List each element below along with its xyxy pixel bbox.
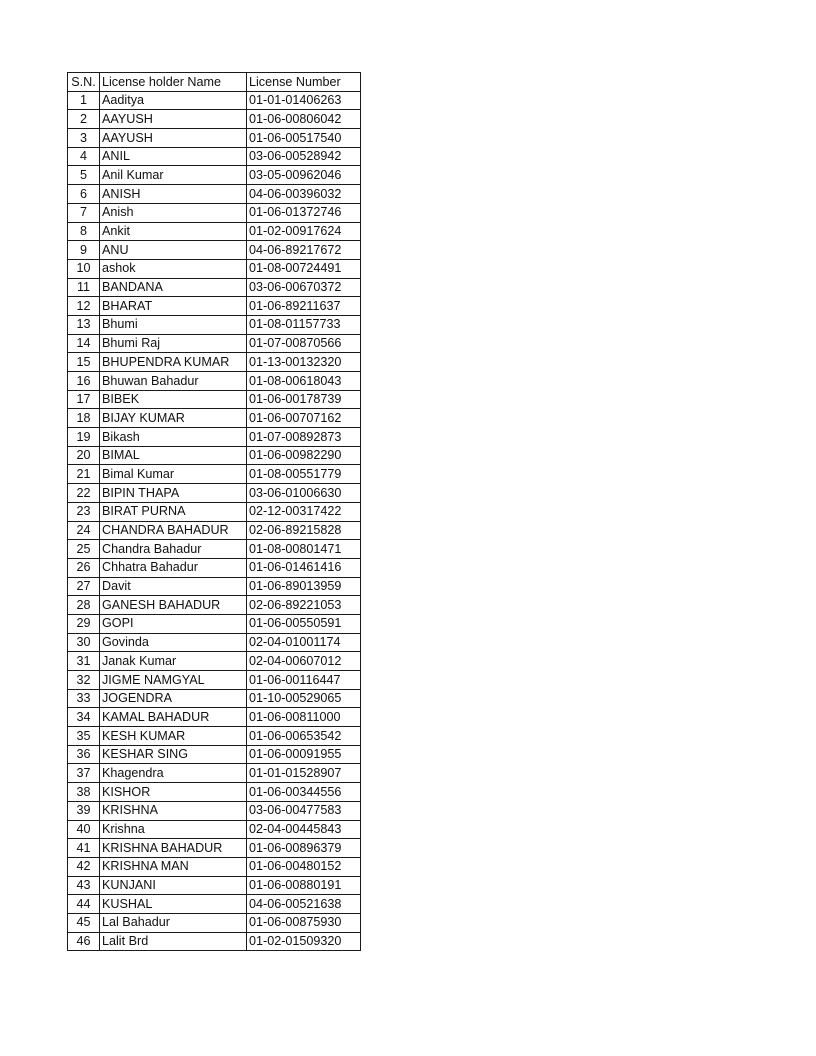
license-number-cell: 01-06-00806042: [247, 110, 361, 129]
serial-number-cell: 31: [68, 652, 100, 671]
serial-number-cell: 1: [68, 91, 100, 110]
serial-number-cell: 16: [68, 372, 100, 391]
serial-number-cell: 14: [68, 334, 100, 353]
license-number-cell: 04-06-00521638: [247, 895, 361, 914]
license-number-cell: 02-04-00445843: [247, 820, 361, 839]
license-number-cell: 01-06-00653542: [247, 727, 361, 746]
license-holder-name-cell: CHANDRA BAHADUR: [100, 521, 247, 540]
license-number-cell: 01-13-00132320: [247, 353, 361, 372]
table-row: [68, 446, 361, 465]
license-number-cell: 01-10-00529065: [247, 689, 361, 708]
table-row: [68, 166, 361, 185]
table-row: [68, 241, 361, 260]
table-row: [68, 764, 361, 783]
license-holder-name-cell: Krishna: [100, 820, 247, 839]
license-number-cell: 01-06-00875930: [247, 913, 361, 932]
license-holder-name-cell: GOPI: [100, 614, 247, 633]
table-body: [68, 91, 361, 951]
license-holder-name-cell: BIMAL: [100, 446, 247, 465]
license-holder-name-cell: Bhumi: [100, 315, 247, 334]
table-row: [68, 259, 361, 278]
table-row: [68, 577, 361, 596]
table-row: [68, 521, 361, 540]
license-holder-name-cell: ashok: [100, 259, 247, 278]
table-row: [68, 185, 361, 204]
license-holder-name-cell: Janak Kumar: [100, 652, 247, 671]
serial-number-cell: 18: [68, 409, 100, 428]
license-holder-name-cell: Chandra Bahadur: [100, 540, 247, 559]
license-number-cell: 01-02-01509320: [247, 932, 361, 951]
license-holder-name-cell: AAYUSH: [100, 110, 247, 129]
license-number-cell: 01-06-89013959: [247, 577, 361, 596]
serial-number-cell: 21: [68, 465, 100, 484]
license-holder-name-cell: JOGENDRA: [100, 689, 247, 708]
license-number-cell: 01-08-00551779: [247, 465, 361, 484]
table-row: [68, 91, 361, 110]
serial-number-cell: 11: [68, 278, 100, 297]
license-holder-name-cell: ANISH: [100, 185, 247, 204]
license-number-cell: 03-06-00528942: [247, 147, 361, 166]
table-row: [68, 876, 361, 895]
table-row: [68, 147, 361, 166]
license-holder-name-cell: Govinda: [100, 633, 247, 652]
license-holder-name-cell: BHARAT: [100, 297, 247, 316]
license-number-cell: 04-06-89217672: [247, 241, 361, 260]
table-row: [68, 689, 361, 708]
license-holder-name-cell: KUSHAL: [100, 895, 247, 914]
serial-number-cell: 34: [68, 708, 100, 727]
license-holder-name-cell: KISHOR: [100, 783, 247, 802]
table-row: [68, 671, 361, 690]
license-number-cell: 03-06-00477583: [247, 801, 361, 820]
table-row: [68, 129, 361, 148]
serial-number-cell: 7: [68, 203, 100, 222]
serial-number-cell: 29: [68, 614, 100, 633]
license-number-cell: 01-01-01528907: [247, 764, 361, 783]
table-row: [68, 745, 361, 764]
license-holder-name-cell: KUNJANI: [100, 876, 247, 895]
table-row: [68, 596, 361, 615]
table-row: [68, 353, 361, 372]
serial-number-cell: 46: [68, 932, 100, 951]
serial-number-cell: 6: [68, 185, 100, 204]
table-row: [68, 110, 361, 129]
license-number-cell: 01-06-00091955: [247, 745, 361, 764]
license-holder-name-cell: Lal Bahadur: [100, 913, 247, 932]
license-holder-name-cell: ANIL: [100, 147, 247, 166]
license-holder-name-cell: Chhatra Bahadur: [100, 558, 247, 577]
serial-number-cell: 26: [68, 558, 100, 577]
license-number-cell: 01-07-00892873: [247, 428, 361, 447]
license-number-cell: 04-06-00396032: [247, 185, 361, 204]
license-number-cell: 02-12-00317422: [247, 502, 361, 521]
license-holder-name-cell: ANU: [100, 241, 247, 260]
serial-number-cell: 38: [68, 783, 100, 802]
serial-number-cell: 43: [68, 876, 100, 895]
license-number-cell: 01-08-00801471: [247, 540, 361, 559]
serial-number-cell: 13: [68, 315, 100, 334]
serial-number-cell: 27: [68, 577, 100, 596]
table-header-row: [68, 73, 361, 92]
license-number-cell: 01-06-00707162: [247, 409, 361, 428]
table-row: [68, 278, 361, 297]
license-number-cell: 01-06-89211637: [247, 297, 361, 316]
serial-number-cell: 15: [68, 353, 100, 372]
license-holder-name-cell: Bhuwan Bahadur: [100, 372, 247, 391]
license-holder-name-cell: KESHAR SING: [100, 745, 247, 764]
license-holder-name-cell: Anish: [100, 203, 247, 222]
license-number-cell: 03-06-01006630: [247, 484, 361, 503]
license-number-cell: 01-06-00896379: [247, 839, 361, 858]
license-holder-name-cell: BIBEK: [100, 390, 247, 409]
header-license-holder-name: License holder Name: [100, 73, 247, 92]
license-holder-name-cell: Bimal Kumar: [100, 465, 247, 484]
license-holder-name-cell: Davit: [100, 577, 247, 596]
table-row: [68, 484, 361, 503]
license-holder-name-cell: Ankit: [100, 222, 247, 241]
serial-number-cell: 10: [68, 259, 100, 278]
serial-number-cell: 25: [68, 540, 100, 559]
license-holder-name-cell: KAMAL BAHADUR: [100, 708, 247, 727]
license-holder-name-cell: BHUPENDRA KUMAR: [100, 353, 247, 372]
table-row: [68, 502, 361, 521]
license-number-cell: 01-06-00344556: [247, 783, 361, 802]
license-number-cell: 03-06-00670372: [247, 278, 361, 297]
serial-number-cell: 45: [68, 913, 100, 932]
serial-number-cell: 19: [68, 428, 100, 447]
license-number-cell: 01-06-00982290: [247, 446, 361, 465]
license-number-cell: 01-06-00178739: [247, 390, 361, 409]
table-row: [68, 801, 361, 820]
serial-number-cell: 23: [68, 502, 100, 521]
serial-number-cell: 33: [68, 689, 100, 708]
license-number-cell: 01-08-01157733: [247, 315, 361, 334]
serial-number-cell: 30: [68, 633, 100, 652]
header-serial-number: S.N.: [68, 73, 100, 92]
license-holder-name-cell: Bhumi Raj: [100, 334, 247, 353]
serial-number-cell: 37: [68, 764, 100, 783]
license-number-cell: 01-06-01461416: [247, 558, 361, 577]
serial-number-cell: 5: [68, 166, 100, 185]
table-row: [68, 839, 361, 858]
license-number-cell: 01-06-01372746: [247, 203, 361, 222]
table-row: [68, 465, 361, 484]
table-row: [68, 895, 361, 914]
license-holder-name-cell: JIGME NAMGYAL: [100, 671, 247, 690]
license-holder-name-cell: AAYUSH: [100, 129, 247, 148]
serial-number-cell: 3: [68, 129, 100, 148]
serial-number-cell: 2: [68, 110, 100, 129]
serial-number-cell: 36: [68, 745, 100, 764]
serial-number-cell: 24: [68, 521, 100, 540]
license-holder-name-cell: BIJAY KUMAR: [100, 409, 247, 428]
license-number-cell: 01-06-00480152: [247, 857, 361, 876]
license-number-cell: 03-05-00962046: [247, 166, 361, 185]
license-number-cell: 01-06-00116447: [247, 671, 361, 690]
license-holder-name-cell: KRISHNA BAHADUR: [100, 839, 247, 858]
table-row: [68, 222, 361, 241]
table-row: [68, 334, 361, 353]
license-number-cell: 01-08-00618043: [247, 372, 361, 391]
serial-number-cell: 28: [68, 596, 100, 615]
license-number-cell: 02-06-89221053: [247, 596, 361, 615]
table-row: [68, 857, 361, 876]
table-row: [68, 633, 361, 652]
serial-number-cell: 17: [68, 390, 100, 409]
serial-number-cell: 41: [68, 839, 100, 858]
table-row: [68, 913, 361, 932]
license-holder-name-cell: Anil Kumar: [100, 166, 247, 185]
license-number-cell: 02-06-89215828: [247, 521, 361, 540]
table-row: [68, 708, 361, 727]
license-holder-name-cell: Khagendra: [100, 764, 247, 783]
license-holder-name-cell: BIPIN THAPA: [100, 484, 247, 503]
table-row: [68, 372, 361, 391]
license-holder-name-cell: GANESH BAHADUR: [100, 596, 247, 615]
table-row: [68, 540, 361, 559]
table-row: [68, 820, 361, 839]
serial-number-cell: 32: [68, 671, 100, 690]
serial-number-cell: 39: [68, 801, 100, 820]
license-holder-name-cell: Bikash: [100, 428, 247, 447]
license-holder-name-cell: Aaditya: [100, 91, 247, 110]
license-holder-name-cell: BIRAT PURNA: [100, 502, 247, 521]
license-number-cell: 02-04-00607012: [247, 652, 361, 671]
serial-number-cell: 40: [68, 820, 100, 839]
serial-number-cell: 22: [68, 484, 100, 503]
serial-number-cell: 4: [68, 147, 100, 166]
license-number-cell: 01-06-00811000: [247, 708, 361, 727]
table-row: [68, 614, 361, 633]
license-number-cell: 01-01-01406263: [247, 91, 361, 110]
serial-number-cell: 44: [68, 895, 100, 914]
serial-number-cell: 9: [68, 241, 100, 260]
table-row: [68, 783, 361, 802]
table-row: [68, 652, 361, 671]
license-holder-name-cell: Lalit Brd: [100, 932, 247, 951]
table-row: [68, 428, 361, 447]
license-number-cell: 01-06-00550591: [247, 614, 361, 633]
table-row: [68, 409, 361, 428]
serial-number-cell: 35: [68, 727, 100, 746]
license-number-cell: 02-04-01001174: [247, 633, 361, 652]
license-holder-name-cell: KRISHNA MAN: [100, 857, 247, 876]
serial-number-cell: 8: [68, 222, 100, 241]
license-number-cell: 01-06-00880191: [247, 876, 361, 895]
license-number-cell: 01-02-00917624: [247, 222, 361, 241]
license-holder-name-cell: BANDANA: [100, 278, 247, 297]
license-number-cell: 01-08-00724491: [247, 259, 361, 278]
license-holder-name-cell: KESH KUMAR: [100, 727, 247, 746]
table-row: [68, 315, 361, 334]
license-holder-name-cell: KRISHNA: [100, 801, 247, 820]
serial-number-cell: 12: [68, 297, 100, 316]
table-row: [68, 390, 361, 409]
license-number-cell: 01-06-00517540: [247, 129, 361, 148]
table-row: [68, 203, 361, 222]
table-row: [68, 558, 361, 577]
table-row: [68, 932, 361, 951]
table-row: [68, 727, 361, 746]
table-row: [68, 297, 361, 316]
license-number-cell: 01-07-00870566: [247, 334, 361, 353]
license-holder-table: [67, 72, 361, 951]
header-license-number: License Number: [247, 73, 361, 92]
serial-number-cell: 42: [68, 857, 100, 876]
serial-number-cell: 20: [68, 446, 100, 465]
